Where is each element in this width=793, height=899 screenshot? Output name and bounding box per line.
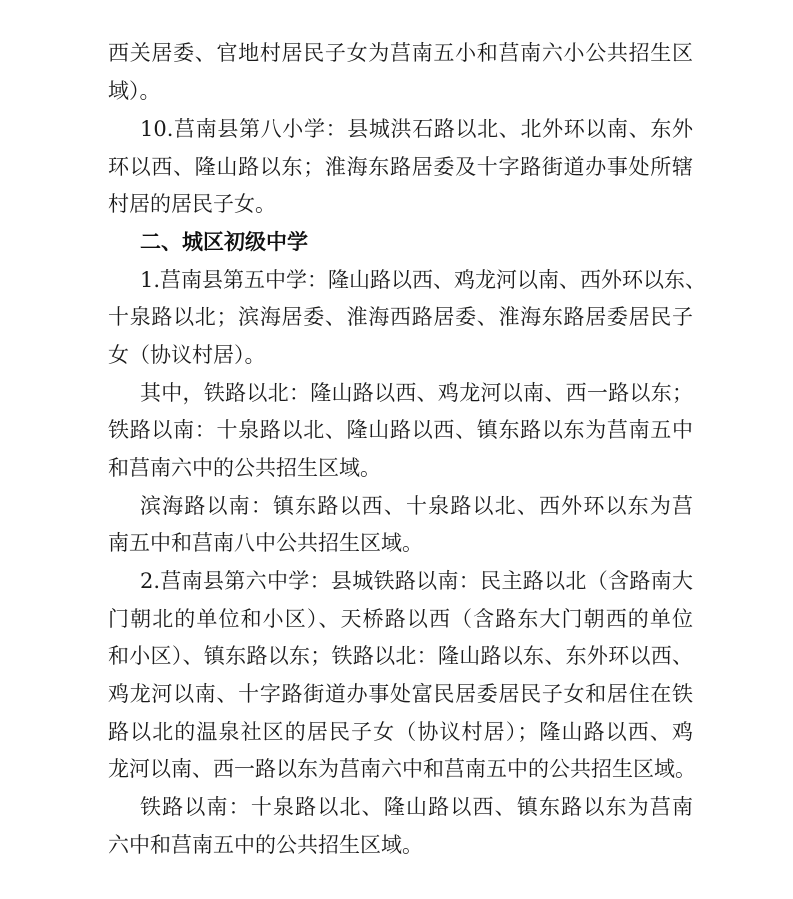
text-line: 滨海路以南：镇东路以西、十泉路以北、西外环以东为莒 <box>140 494 693 518</box>
item-1-heading-line: 1.莒南县第五中学：隆山路以西、鸡龙河以南、西外环以东、 <box>140 268 707 292</box>
section-heading: 二、城区初级中学 <box>140 230 308 254</box>
text-line: 村居的居民子女。 <box>108 192 276 216</box>
item-2-heading-line: 2.莒南县第六中学：县城铁路以南：民主路以北（含路南大 <box>140 569 693 593</box>
text-line: 其中，铁路以北：隆山路以西、鸡龙河以南、西一路以东； <box>140 381 693 405</box>
text-line: 龙河以南、西一路以东为莒南六中和莒南五中的公共招生区域。 <box>108 757 696 781</box>
text-line: 铁路以南：十泉路以北、隆山路以西、镇东路以东为莒南 <box>140 795 693 819</box>
text-line: 路以北的温泉社区的居民子女（协议村居）；隆山路以西、鸡 <box>108 720 693 744</box>
text-line: 西关居委、官地村居民子女为莒南五小和莒南六小公共招生区 <box>108 41 693 65</box>
text-line: 门朝北的单位和小区）、天桥路以西（含路东大门朝西的单位 <box>108 607 693 631</box>
text-line: 十泉路以北；滨海居委、淮海西路居委、淮海东路居委居民子 <box>108 305 693 329</box>
text-line: 六中和莒南五中的公共招生区域。 <box>108 833 423 857</box>
text-line: 环以西、隆山路以东；淮海东路居委及十字路街道办事处所辖 <box>108 155 693 179</box>
text-line: 域）。 <box>108 79 161 103</box>
text-line: 女（协议村居）。 <box>108 343 266 367</box>
text-line: 和莒南六中的公共招生区域。 <box>108 456 381 480</box>
text-line: 南五中和莒南八中公共招生区域。 <box>108 531 423 555</box>
text-line: 鸡龙河以南、十字路街道办事处富民居委居民子女和居住在铁 <box>108 682 693 706</box>
text-line: 铁路以南：十泉路以北、隆山路以西、镇东路以东为莒南五中 <box>108 418 693 442</box>
item-10-heading-line: 10.莒南县第八小学：县城洪石路以北、北外环以南、东外 <box>140 117 693 141</box>
text-line: 和小区）、镇东路以东；铁路以北：隆山路以东、东外环以西、 <box>108 644 693 668</box>
